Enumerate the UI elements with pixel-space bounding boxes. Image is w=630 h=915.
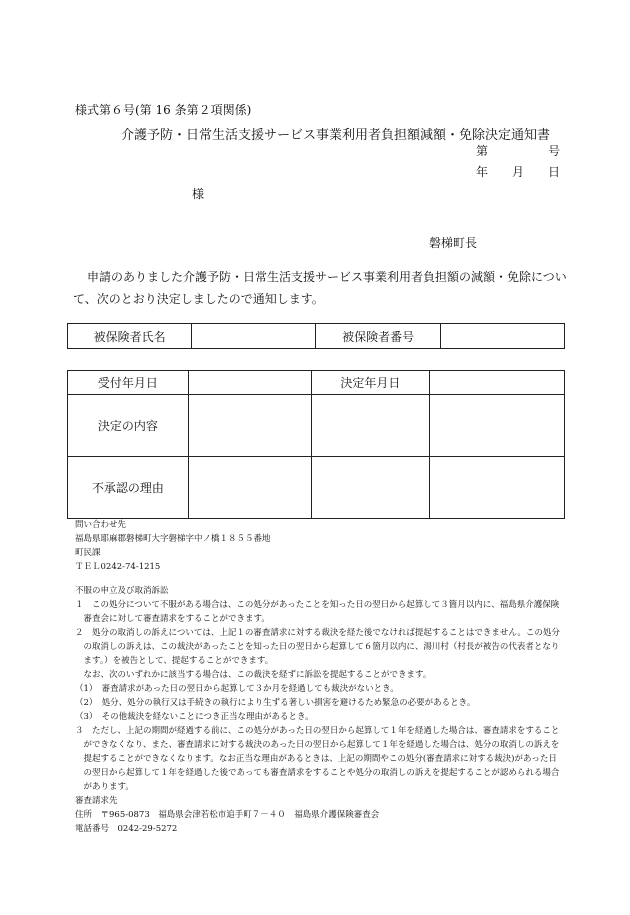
rejection-reason-label: 不承認の理由 [68, 457, 189, 519]
insured-name-label: 被保険者氏名 [68, 324, 192, 349]
form-number: 様式第６号(第 16 条第２項関係) [75, 103, 252, 117]
appeal-line: の取消しの訴えは、この裁決があったことを知った日の翌日から起算して６箇月以内に、湯川村（村長が被告の代表者となり [75, 642, 560, 652]
body-line-1: 申請のありました介護予防・日常生活支援サービス事業利用者負担額の減額・免除につい [87, 270, 567, 284]
received-date-label: 受付年月日 [68, 371, 189, 395]
appeal-line: ます。）を被告として、提起することができます。 [75, 656, 274, 666]
date-month: 月 [512, 165, 525, 179]
insured-name-value [192, 324, 316, 349]
contact-dept: 町民課 [75, 548, 101, 558]
number-prefix: 第 [476, 144, 489, 158]
contact-heading: 問い合わせ先 [75, 520, 127, 530]
appeal-line: なお、次のいずれかに該当する場合は、この裁決を経ずに訴訟を提起することができます。 [75, 670, 432, 680]
appeal-line: １ この処分について不服がある場合は、この処分があったことを知った日の翌日から起算して３箇月以内に、福島県介護保険 [75, 600, 560, 610]
decision-content-cell-2 [311, 395, 430, 457]
rejection-reason-cell-3 [430, 457, 565, 519]
addressee-suffix: 様 [192, 187, 205, 201]
insured-number-value [440, 324, 564, 349]
document-title: 介護予防・日常生活支援サービス事業利用者負担額減額・免除決定通知書 [121, 128, 551, 143]
decision-content-cell-1 [188, 395, 311, 457]
rejection-reason-cell-1 [188, 457, 311, 519]
rejection-reason-cell-2 [311, 457, 430, 519]
issuer: 磐梯町長 [429, 236, 478, 250]
review-phone: 電話番号 0242-29-5272 [75, 824, 178, 834]
appeal-line: 提起することができなくなります。なお正当な理由があるときは、上記の期間やこの処分(審査請求に対する裁決)があった日 [75, 754, 557, 764]
appeal-line: （1） 審査請求があった日の翌日から起算して３か月を経過しても裁決がないとき。 [75, 684, 399, 694]
appeal-line: （2） 処分、処分の執行又は手続きの執行により生ずる著しい損害を避けるため緊急の必要があるとき。 [75, 698, 476, 708]
appeal-line: ３ ただし、上記の期間が経過する前に、この処分があった日の翌日から起算して１年を経過した場合は、審査請求をすること [75, 726, 560, 736]
body-line-2: て、次のとおり決定しましたので通知します。 [73, 292, 324, 306]
appeal-line: ができなくなり、また、審査請求に対する裁決のあった日の翌日から起算して１年を経過した場合は、処分の取消しの訴えを [75, 740, 560, 750]
contact-tel: ＴＥＬ0242-74-1215 [75, 562, 161, 572]
decision-content-label: 決定の内容 [68, 395, 189, 457]
appeal-line: ２ 処分の取消しの訴えについては、上記１の審査請求に対する裁決を経た後でなければ提起することはできません。この処分 [75, 628, 560, 638]
decision-content-cell-3 [430, 395, 565, 457]
appeal-line: 審査会に対して審査請求をすることができます。 [75, 614, 270, 624]
contact-address: 福島県耶麻郡磐梯町大字磐梯字中ノ橋１８５５番地 [75, 534, 271, 544]
date-day: 日 [548, 165, 561, 179]
appeal-line: の翌日から起算して１年を経過した後であっても審査請求をすることや処分の取消しの訴えを提起することが認められる場合 [75, 768, 560, 778]
received-date-value [188, 371, 311, 395]
appeal-line: があります。 [75, 782, 134, 792]
decision-date-value [430, 371, 565, 395]
decision-date-label: 決定年月日 [311, 371, 430, 395]
insured-info-table [67, 323, 565, 349]
date-year: 年 [476, 165, 489, 179]
appeal-line: （3） その他裁決を経ないことにつき正当な理由があるとき。 [75, 712, 314, 722]
review-address: 住所 〒965-0873 福島県会津若松市追手町７－４０ 福島県介護保険審査会 [75, 810, 380, 820]
review-heading: 審査請求先 [75, 796, 118, 806]
insured-number-label: 被保険者番号 [316, 324, 440, 349]
decision-table [67, 370, 565, 519]
number-suffix: 号 [548, 144, 561, 158]
appeal-heading: 不服の申立及び取消訴訟 [75, 586, 169, 596]
